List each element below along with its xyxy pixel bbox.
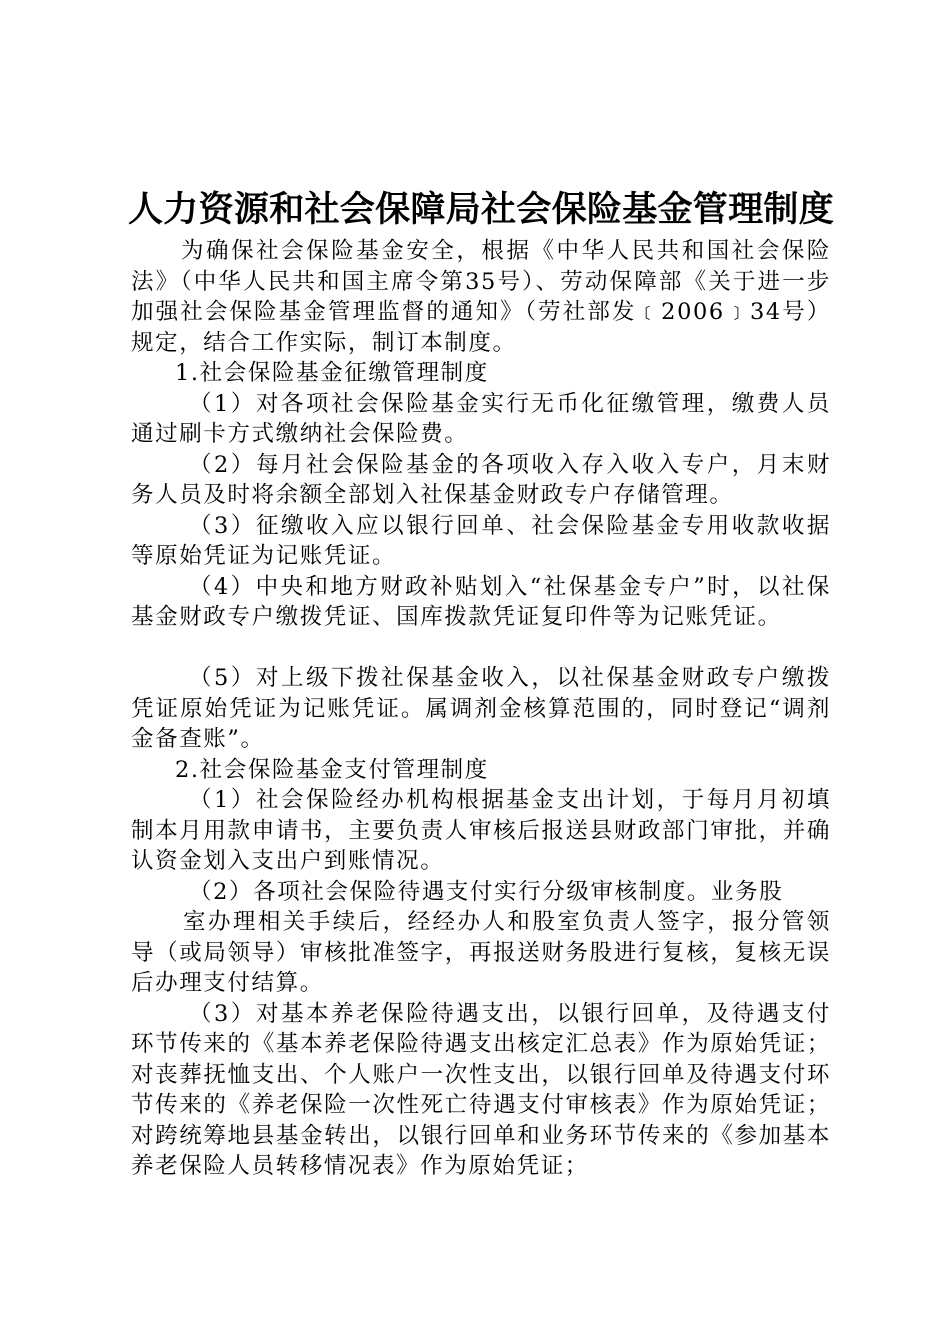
section2-item-2-continuation: 室办理相关手续后，经经办人和股室负责人签字，报分管领导（或局领导）审核批准签字，再报送财务股进行复核，复核无误后办理支付结算。 [131,909,831,996]
section1-item-3: （3）征缴收入应以银行回单、社会保险基金专用收款收据等原始凭证为记账凭证。 [131,512,831,569]
intro-paragraph: 为确保社会保险基金安全，根据《中华人民共和国社会保险法》（中华人民共和国主席令第35号）、劳动保障部《关于进一步加强社会保险基金管理监督的通知》（劳社部发﹝2006﹞34号）规定，结合工作实际，制订本制度。 [131,238,831,356]
section1-item-2: （2）每月社会保险基金的各项收入存入收入专户，月末财务人员及时将余额全部划入社保基金财政专户存储管理。 [131,451,831,508]
section1-item-5: （5）对上级下拨社保基金收入，以社保基金财政专户缴拨凭证原始凭证为记账凭证。属调剂金核算范围的，同时登记“调剂金备查账”。 [131,665,831,752]
section2-item-3: （3）对基本养老保险待遇支出，以银行回单，及待遇支付环节传来的《基本养老保险待遇支出核定汇总表》作为原始凭证；对丧葬抚恤支出、个人账户一次性支出，以银行回单及待遇支付环节传来的《养老保险一次性死亡待遇支付审核表》作为原始凭证；对跨统筹地县基金转出，以银行回单和业务环节传来的《参加基本养老保险人员转移情况表》作为原始凭证； [131,1000,831,1179]
section1-heading: 1.社会保险基金征缴管理制度 [175,360,489,386]
section2-item-2: （2）各项社会保险待遇支付实行分级审核制度。业务股 [189,878,784,905]
document-title: 人力资源和社会保障局社会保险基金管理制度 [128,190,835,230]
section1-item-4: （4）中央和地方财政补贴划入“社保基金专户”时，以社保基金财政专户缴拨凭证、国库拨款凭证复印件等为记账凭证。 [131,573,831,630]
section1-item-1: （1）对各项社会保险基金实行无币化征缴管理，缴费人员通过刷卡方式缴纳社会保险费。 [131,390,831,447]
document-body [131,236,831,1182]
section2-item-1: （1）社会保险经办机构根据基金支出计划，于每月月初填制本月用款申请书，主要负责人审核后报送县财政部门审批，并确认资金划入支出户到账情况。 [131,787,831,874]
section2-heading: 2.社会保险基金支付管理制度 [175,756,489,783]
paragraph-gap [131,633,831,664]
